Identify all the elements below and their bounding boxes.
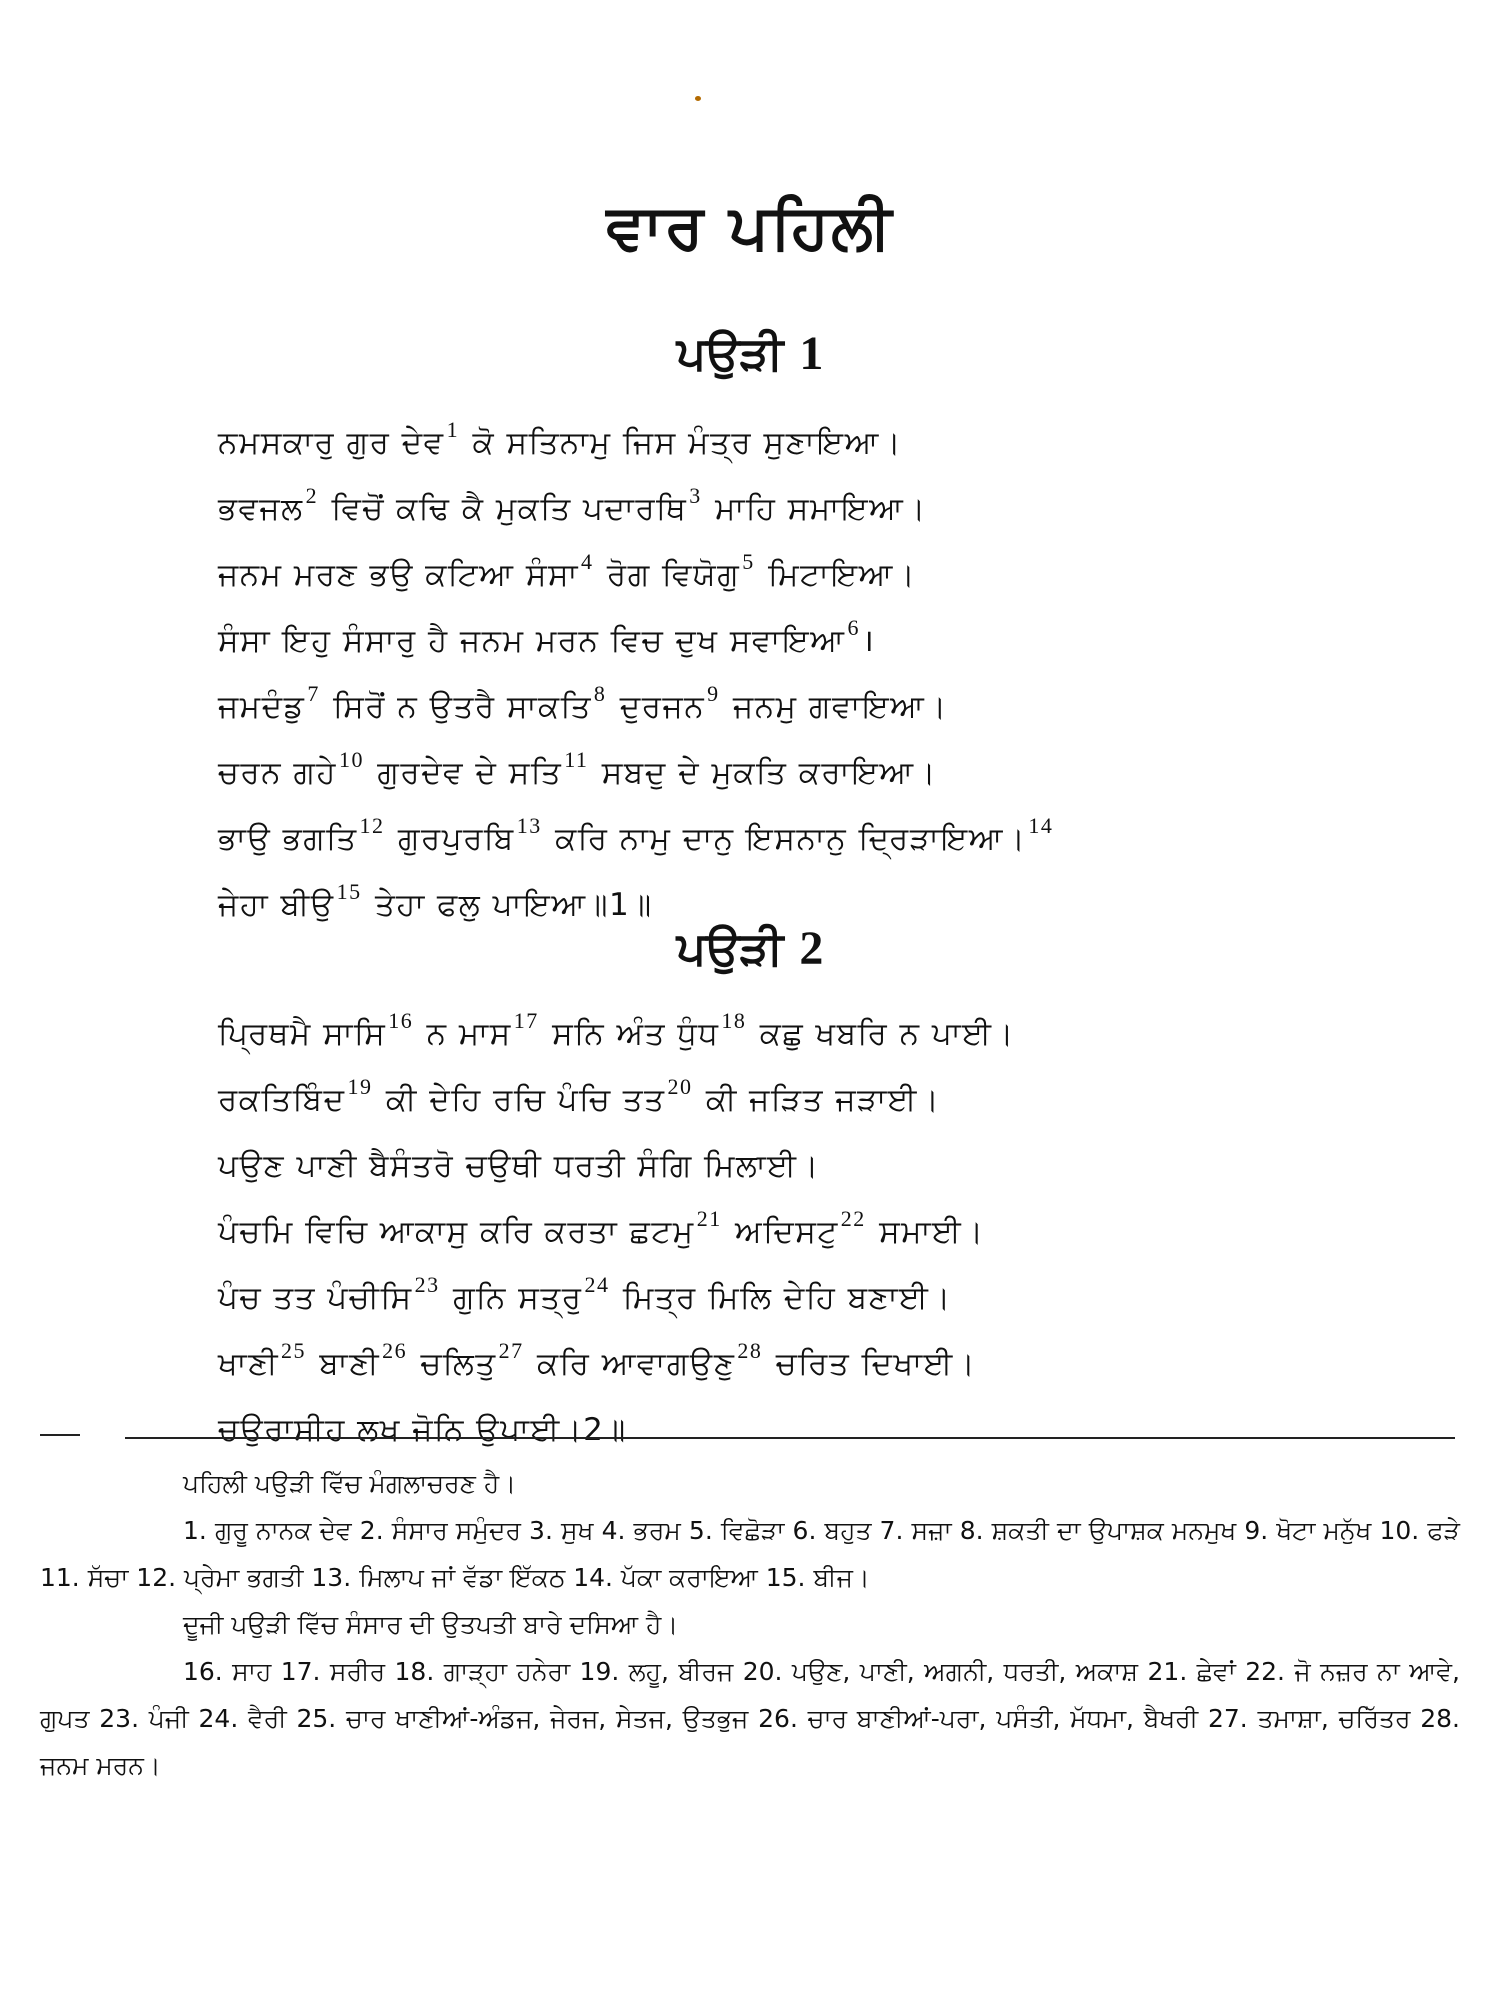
footnote-ref: 26 <box>382 1338 408 1363</box>
verse-text: ਭਾਉ ਭਗਤਿ <box>218 821 358 857</box>
footnote-ref: 2 <box>305 483 319 508</box>
footnote-ref: 3 <box>689 483 702 508</box>
verse-text: ਕਰਿ ਆਵਾਗਉਣੁ <box>525 1346 736 1382</box>
footnote-ref: 13 <box>516 813 542 838</box>
verse-line <box>218 1265 1368 1331</box>
footnote-ref: 23 <box>414 1272 440 1297</box>
verse-text: ਜਨਮ ਮਰਣ ਭਉ ਕਟਿਆ ਸੰਸਾ <box>218 557 580 593</box>
footnote-ref: 9 <box>707 681 720 706</box>
verse-text: ਕਛੁ ਖਬਰਿ ਨ ਪਾਈ। <box>748 1016 1015 1052</box>
footnote-ref: 20 <box>667 1074 693 1099</box>
verse-text: ਸੰਸਾ ਇਹੁ ਸੰਸਾਰੁ ਹੈ ਜਨਮ ਮਰਨ ਵਿਚ ਦੁਖ ਸਵਾਇਆ <box>218 623 846 659</box>
verse-text: ਤੇਹਾ ਫਲੁ ਪਾਇਆ॥1॥ <box>363 887 653 923</box>
footnote-ref: 8 <box>593 681 607 706</box>
verse-text: ਰਕਤਿਬਿੰਦ <box>218 1082 346 1118</box>
footnote-ref: 6 <box>847 615 860 640</box>
verse-line <box>218 608 1368 674</box>
verse-text: ਗੁਨਿ ਸਤ੍ਰੁ <box>441 1280 583 1316</box>
footnote-glossary-1: 1. ਗੁਰੂ ਨਾਨਕ ਦੇਵ 2. ਸੰਸਾਰ ਸਮੁੰਦਰ 3. ਸੁਖ 4. ਭਰਮ 5. ਵਿਛੋੜਾ 6. ਬਹੁਤ 7. ਸਜ਼ਾ 8. ਸ਼ਕਤੀ ਦਾ ਉਪਾਸ਼ਕ ਮਨਮੁਖ 9. ਖੋਟਾ ਮਨੁੱਖ 10. ਫੜੇ 11. ਸੱਚਾ 12. ਪ੍ਰੇਮਾ ਭਗਤੀ 13. ਮਿਲਾਪ ਜਾਂ ਵੱਡਾ ਇੱਕਠ 14. ਪੱਕਾ ਕਰਾਇਆ 15. ਬੀਜ। <box>40 1516 1460 1592</box>
verse-text: ਸਿਰੋਂ ਨ ਉਤਰੈ ਸਾਕਤਿ <box>321 689 592 725</box>
verse-line <box>218 1001 1368 1067</box>
verse-text: ਭਵਜਲ <box>218 491 304 527</box>
verse-text: ਨ ਮਾਸ <box>415 1016 512 1052</box>
footnote-ref: 1 <box>446 417 460 442</box>
footnote-ref: 24 <box>584 1272 610 1297</box>
verse-text: ਚਉਰਾਸੀਹ ਲਖ ਜੋਨਿ ਉਪਾਈ।2॥ <box>218 1412 627 1448</box>
verse-line <box>218 1067 1368 1133</box>
verse-text: । <box>861 623 876 659</box>
section-heading-1 <box>0 326 1500 380</box>
footnote-ref: 11 <box>564 747 589 772</box>
verse-text: ਕੀ ਜੜਿਤ ਜੜਾਈ। <box>694 1082 941 1118</box>
footnote-ref: 4 <box>581 549 594 574</box>
verse-text: ਜੇਹਾ ਬੀਉ <box>218 887 335 923</box>
verse-text: ਵਿਚੋਂ ਕਢਿ ਕੈ ਮੁਕਤਿ ਪਦਾਰਥਿ <box>320 491 688 527</box>
footnote-ref: 17 <box>513 1008 539 1033</box>
verses-section-1 <box>218 410 1368 938</box>
verse-text: ਪੰਚਮਿ ਵਿਚਿ ਆਕਾਸੁ ਕਰਿ ਕਰਤਾ ਛਟਮੁ <box>218 1214 695 1250</box>
verse-text: ਕੀ ਦੇਹਿ ਰਚਿ ਪੰਚਿ ਤਤ <box>374 1082 666 1118</box>
verse-text: ਕਰਿ ਨਾਮੁ ਦਾਨੁ ਇਸਨਾਨੁ ਦ੍ਰਿੜਾਇਆ। <box>543 821 1027 857</box>
verse-text: ਜਨਮੁ ਗਵਾਇਆ। <box>721 689 948 725</box>
footnote-ref: 25 <box>281 1338 307 1363</box>
verse-line <box>218 1133 1368 1199</box>
page-title: ਵਾਰ ਪਹਿਲੀ <box>606 190 894 263</box>
ink-speck <box>695 96 701 101</box>
verse-line <box>218 740 1368 806</box>
section-heading-number: 2 <box>799 922 824 975</box>
footnote-intro-1: ਪਹਿਲੀ ਪਉੜੀ ਵਿੱਚ ਮੰਗਲਾਚਰਣ ਹੈ। <box>183 1469 517 1498</box>
footnote-ref: 27 <box>498 1338 524 1363</box>
footnote-ref: 19 <box>347 1074 373 1099</box>
footnote-ref: 16 <box>388 1008 414 1033</box>
footnotes <box>40 1460 1460 1789</box>
verse-text: ਦੁਰਜਨ <box>608 689 706 725</box>
verse-text: ਪ੍ਰਿਥਮੈ ਸਾਸਿ <box>218 1016 387 1052</box>
verse-line <box>218 1199 1368 1265</box>
footnote-rule <box>125 1437 1455 1439</box>
verses-section-2 <box>218 1001 1368 1463</box>
footnote-rule-dash <box>40 1434 80 1436</box>
footnote-ref: 22 <box>840 1206 866 1231</box>
verse-text: ਅਦਿਸਟੁ <box>723 1214 839 1250</box>
section-heading-number: 1 <box>799 327 824 380</box>
verse-text: ਖਾਣੀ <box>218 1346 280 1382</box>
verse-line <box>218 476 1368 542</box>
verse-text: ਗੁਰਪੁਰਬਿ <box>386 821 515 857</box>
verse-text: ਚਰਿਤ ਦਿਖਾਈ। <box>764 1346 977 1382</box>
section-heading-label: ਪਉੜੀ <box>676 921 784 975</box>
footnote-ref: 28 <box>737 1338 763 1363</box>
footnote-ref: 21 <box>696 1206 722 1231</box>
verse-text: ਜਮਦੰਡੁ <box>218 689 306 725</box>
footnote-ref: 15 <box>336 879 362 904</box>
verse-line <box>218 674 1368 740</box>
footnote-ref: 5 <box>742 549 755 574</box>
verse-text: ਬਾਣੀ <box>308 1346 381 1382</box>
verse-text: ਮਿਟਾਇਆ। <box>756 557 917 593</box>
footnote-ref: 10 <box>338 747 364 772</box>
verse-text: ਪੰਚ ਤਤ ਪੰਚੀਸਿ <box>218 1280 413 1316</box>
verse-text: ਚਰਨ ਗਹੇ <box>218 755 337 791</box>
section-heading-label: ਪਉੜੀ <box>676 326 784 380</box>
verse-text: ਮਿਤ੍ਰ ਮਿਲਿ ਦੇਹਿ ਬਣਾਈ। <box>611 1280 952 1316</box>
verse-text: ਰੋਗ ਵਿਯੋਗੁ <box>595 557 741 593</box>
verse-text: ਸਮਾਈ। <box>867 1214 985 1250</box>
verse-text: ਕੋ ਸਤਿਨਾਮੁ ਜਿਸ ਮੰਤ੍ਰ ਸੁਣਾਇਆ। <box>461 425 903 461</box>
verse-line <box>218 542 1368 608</box>
verse-line <box>218 1397 1368 1463</box>
verse-text: ਸਨਿ ਅੰਤ ਧੁੰਧ <box>540 1016 720 1052</box>
footnote-ref: 14 <box>1028 813 1054 838</box>
verse-text: ਨਮਸਕਾਰੁ ਗੁਰ ਦੇਵ <box>218 425 445 461</box>
verse-text: ਮਾਹਿ ਸਮਾਇਆ। <box>703 491 927 527</box>
verse-line <box>218 806 1368 872</box>
verse-line <box>218 410 1368 476</box>
verse-line <box>218 1331 1368 1397</box>
verse-text: ਸਬਦੁ ਦੇ ਮੁਕਤਿ ਕਰਾਇਆ। <box>590 755 938 791</box>
footnote-ref: 18 <box>721 1008 747 1033</box>
verse-text: ਚਲਿਤੁ <box>409 1346 497 1382</box>
footnote-intro-2: ਦੂਜੀ ਪਉੜੀ ਵਿੱਚ ਸੰਸਾਰ ਦੀ ਉਤਪਤੀ ਬਾਰੇ ਦਸਿਆ ਹੈ। <box>183 1610 679 1639</box>
footnote-ref: 12 <box>359 813 385 838</box>
verse-text: ਪਉਣ ਪਾਣੀ ਬੈਸੰਤਰੋ ਚਉਥੀ ਧਰਤੀ ਸੰਗਿ ਮਿਲਾਈ। <box>218 1148 820 1184</box>
section-heading-2 <box>0 921 1500 975</box>
footnote-glossary-2: 16. ਸਾਹ 17. ਸਰੀਰ 18. ਗਾੜ੍ਹਾ ਹਨੇਰਾ 19. ਲਹੂ, ਬੀਰਜ 20. ਪਉਣ, ਪਾਣੀ, ਅਗਨੀ, ਧਰਤੀ, ਅਕਾਸ਼ 21. ਛੇਵਾਂ 22. ਜੋ ਨਜ਼ਰ ਨਾ ਆਵੇ, ਗੁਪਤ 23. ਪੰਜੀ 24. ਵੈਰੀ 25. ਚਾਰ ਖਾਣੀਆਂ-ਅੰਡਜ, ਜੇਰਜ, ਸੇਤਜ, ਉਤਭੁਜ 26. ਚਾਰ ਬਾਣੀਆਂ-ਪਰਾ, ਪਸੰਤੀ, ਮੱਧਮਾ, ਬੈਖਰੀ 27. ਤਮਾਸ਼ਾ, ਚਰਿੱਤਰ 28. ਜਨਮ ਮਰਨ। <box>40 1657 1460 1780</box>
verse-text: ਗੁਰਦੇਵ ਦੇ ਸਤਿ <box>365 755 563 791</box>
footnote-ref: 7 <box>307 681 320 706</box>
